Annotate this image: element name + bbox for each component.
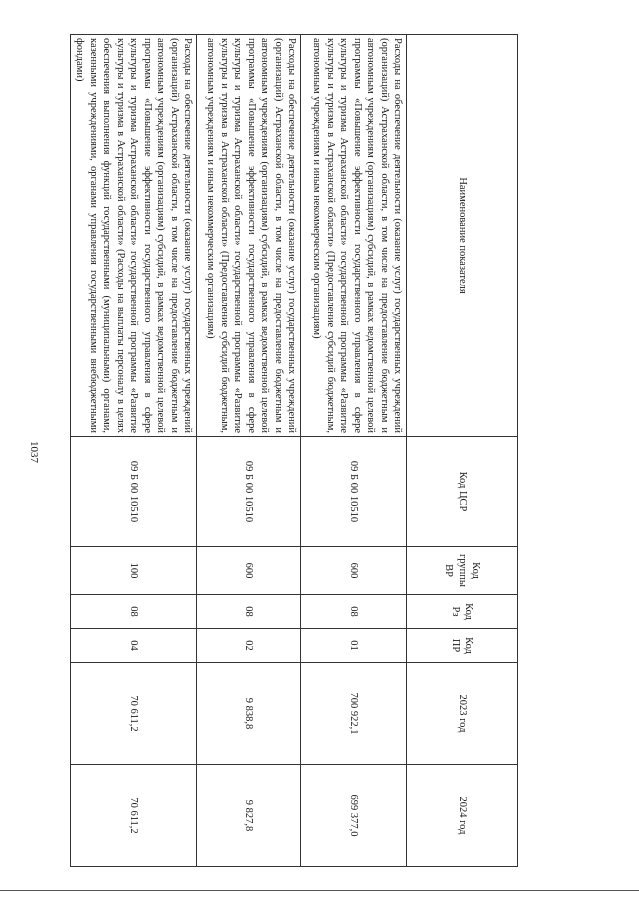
header-2023: 2023 год xyxy=(407,663,518,765)
row-rz: 08 xyxy=(197,595,301,629)
row-pr: 02 xyxy=(197,629,301,663)
row-csr: 09 Б 00 10510 xyxy=(197,437,301,547)
row-2024: 699 377,0 xyxy=(301,765,407,867)
table-row xyxy=(197,35,301,867)
rotated-table-container xyxy=(74,34,518,866)
table-row xyxy=(301,35,407,867)
row-rz: 08 xyxy=(301,595,407,629)
header-2024: 2024 год xyxy=(407,765,518,867)
row-name: Расходы на обеспечение деятельности (оказание услуг) государственных учреждений (организаций) Астраханской области, в том числе на предоставление бюджетным и автономным учреждениям (организациям) субсидий, в рамках ведомственной целевой программы «Повышение эффективности государственного управления в сфере культуры и туризма Астраханской области» государственной программы «Развитие культуры и туризма в Астраханской области» (Предоставление субсидий бюджетным, автономным учреждениям и иным некоммерческим организациям) xyxy=(197,35,301,437)
row-csr: 09 Б 00 10510 xyxy=(301,437,407,547)
header-csr: Код ЦСР xyxy=(407,437,518,547)
header-name: Наименование показателя xyxy=(407,35,518,437)
row-rz: 08 xyxy=(71,595,197,629)
row-vr: 600 xyxy=(301,547,407,595)
table-header-row xyxy=(407,35,518,867)
row-2023: 9 838,8 xyxy=(197,663,301,765)
page-number: 1037 xyxy=(28,441,40,463)
row-vr: 600 xyxy=(197,547,301,595)
row-name: Расходы на обеспечение деятельности (оказание услуг) государственных учреждений (организаций) Астраханской области, в том числе на предоставление бюджетным и автономным учреждениям (организациям) субсидий, в рамках ведомственной целевой программы «Повышение эффективности государственного управления в сфере культуры и туризма Астраханской области» государственной программы «Развитие культуры и туризма в Астраханской области» (Предоставление субсидий бюджетным, автономным учреждениям и иным некоммерческим организациям) xyxy=(301,35,407,437)
row-csr: 09 Б 00 10510 xyxy=(71,437,197,547)
bottom-rule xyxy=(0,890,639,891)
header-pr: Код ПР xyxy=(407,629,518,663)
row-pr: 01 xyxy=(301,629,407,663)
row-2024: 9 827,8 xyxy=(197,765,301,867)
row-2024: 70 611,2 xyxy=(71,765,197,867)
row-2023: 700 922,1 xyxy=(301,663,407,765)
row-vr: 100 xyxy=(71,547,197,595)
row-name: Расходы на обеспечение деятельности (оказание услуг) государственных учреждений (организаций) Астраханской области, в том числе на предоставление бюджетным и автономным учреждениям (организациям) субсидий, в рамках ведомственной целевой программы «Повышение эффективности государственного управления в сфере культуры и туризма Астраханской области» государственной программы «Развитие культуры и туризма в Астраханской области» (Расходы на выплаты персоналу в целях обеспечения выполнения функций государственными (муниципальными) органами, казенными учреждениями, органами управления государственными внебюджетными фондами) xyxy=(71,35,197,437)
budget-table xyxy=(70,34,518,867)
row-2023: 70 611,2 xyxy=(71,663,197,765)
table-row xyxy=(71,35,197,867)
header-rz: Код Рз xyxy=(407,595,518,629)
row-pr: 04 xyxy=(71,629,197,663)
header-vr: Код группы ВР xyxy=(407,547,518,595)
